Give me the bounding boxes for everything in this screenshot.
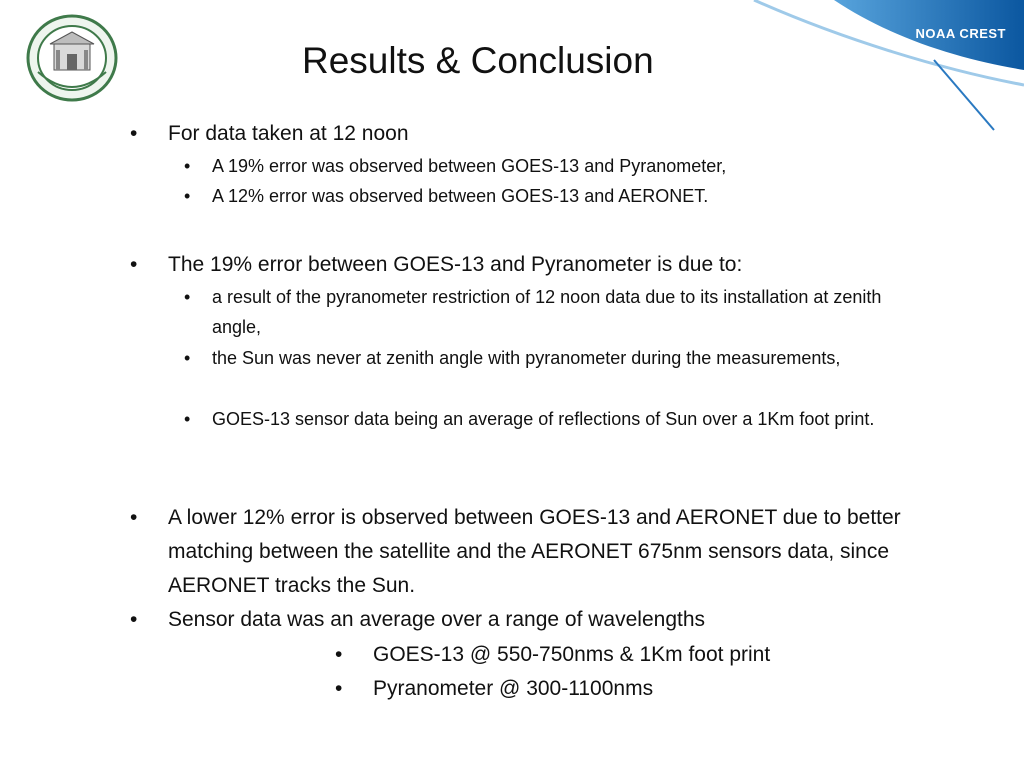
brand-label: NOAA CREST bbox=[915, 26, 1006, 41]
bullet-text: A 19% error was observed between GOES-13 and Pyranometer, bbox=[212, 156, 727, 176]
bullet-dot: • bbox=[335, 677, 343, 700]
sub-bullet-3 bbox=[184, 282, 912, 342]
bullet-text: a result of the pyranometer restriction of 12 noon data due to its installation at zenith angle, bbox=[212, 287, 882, 337]
sub-bullet-7 bbox=[335, 672, 933, 706]
bullet-dot: • bbox=[184, 348, 191, 368]
bullet-dot: • bbox=[130, 122, 138, 145]
bullet-dot: • bbox=[130, 253, 138, 276]
sub-bullet-4 bbox=[184, 343, 912, 373]
bullet-dot: • bbox=[184, 287, 191, 307]
bullet-1 bbox=[130, 117, 928, 151]
bullet-text: GOES-13 sensor data being an average of reflections of Sun over a 1Km foot print. bbox=[212, 409, 875, 429]
bullet-text: A 12% error was observed between GOES-13 and AERONET. bbox=[212, 186, 709, 206]
bullet-text: The 19% error between GOES-13 and Pyranometer is due to: bbox=[168, 253, 743, 276]
bullet-text: Sensor data was an average over a range of wavelengths bbox=[168, 608, 706, 631]
bullet-dot: • bbox=[335, 643, 343, 666]
bullet-dot: • bbox=[130, 506, 138, 529]
bullet-text: A lower 12% error is observed between GOES-13 and AERONET due to better matching between the satellite and the AERONET 675nm sensors data, since AERONET tracks the Sun. bbox=[168, 506, 901, 597]
sub-bullet-5 bbox=[184, 404, 912, 434]
bullet-dot: • bbox=[130, 608, 138, 631]
slide-title: Results & Conclusion bbox=[302, 40, 654, 81]
bullet-2 bbox=[130, 248, 928, 282]
bullet-dot: • bbox=[184, 186, 191, 206]
bullet-dot: • bbox=[184, 156, 191, 176]
bullet-3 bbox=[130, 501, 913, 603]
bullet-dot: • bbox=[184, 409, 191, 429]
sub-bullet-2 bbox=[184, 181, 922, 211]
bullet-text: Pyranometer @ 300-1100nms bbox=[373, 677, 654, 700]
bullet-text: GOES-13 @ 550-750nms & 1Km foot print bbox=[373, 643, 771, 666]
bullet-text: For data taken at 12 noon bbox=[168, 122, 409, 145]
sub-bullet-1 bbox=[184, 151, 922, 181]
bullet-text: the Sun was never at zenith angle with pyranometer during the measurements, bbox=[212, 348, 841, 368]
sub-bullet-6 bbox=[335, 638, 933, 672]
bullet-4 bbox=[130, 603, 928, 637]
